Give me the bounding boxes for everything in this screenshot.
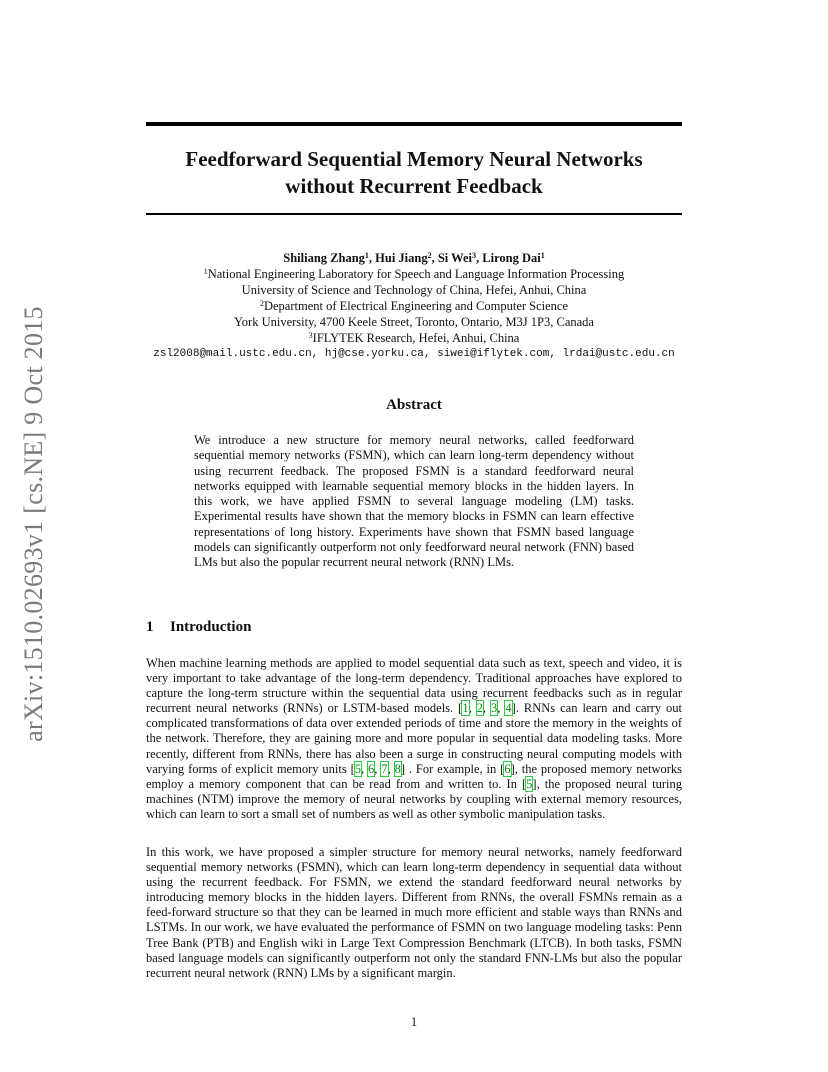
affiliation-3-name: IFLYTEK Research, Hefei, Anhui, China [312, 331, 520, 345]
title-line-2: without Recurrent Feedback [285, 174, 543, 198]
citation-link[interactable]: 5 [526, 776, 533, 791]
author-block [100, 250, 728, 362]
intro-paragraph-1 [146, 656, 682, 822]
author-separator: , [431, 251, 438, 265]
intro-p1-text-b: ]. RNNs can learn and carry out complicated transformations of data over extended periods of time and store the memory in the weights of the network. Therefore, they are gaining more and more popular in sequential data modeling tasks. More recently, different from RNNs, there has also been a surge in constructing neural computing models with varying forms of explicit memory units [ [146, 701, 683, 776]
author-1-affil: 1 [364, 251, 369, 260]
section-1-number: 1 [146, 619, 154, 635]
intro-p1-text-c: ] . For example, in [ [400, 761, 505, 776]
title-bottom-rule [146, 213, 682, 215]
author-3-affil: 3 [472, 251, 477, 260]
citation-link[interactable]: 6 [504, 761, 511, 776]
section-1-title: Introduction [170, 619, 252, 635]
affiliation-1-mark: 1 [203, 267, 208, 276]
citation-link[interactable]: 3 [491, 701, 498, 716]
citation-link[interactable]: 2 [476, 701, 483, 716]
arxiv-side-stamp [14, 296, 54, 752]
arxiv-id-text: arXiv:1510.02693v1 [cs.NE] 9 Oct 2015 [19, 306, 48, 742]
author-2: Hui Jiang [375, 251, 428, 265]
affiliation-2-line-2: York University, 4700 Keele Street, Toronto, Ontario, M3J 1P3, Canada [234, 315, 594, 329]
affiliation-3-mark: 3 [308, 331, 313, 340]
author-separator: , [476, 251, 483, 265]
citation-separator: , [374, 761, 382, 776]
citation-link[interactable]: 5 [354, 761, 361, 776]
citation-link[interactable]: 1 [462, 701, 469, 716]
citation-link[interactable]: 4 [505, 701, 512, 716]
author-4: Lirong Dai [482, 251, 541, 265]
intro-paragraph-2: In this work, we have proposed a simpler structure for memory neural networks, namely feedforward sequential memory networks (FSMN), which can learn long-term dependency in sequential data without using the recurrent feedback. For FSMN, we extend the standard feedforward neural networks by introducing memory blocks in the hidden layers. Different from RNNs, the overall FSMNs remain as a feed-forward structure so that they can be learned in much more efficient and stable ways than RNNs and LSTMs. In our work, we have evaluated the performance of FSMN on two language modeling tasks: Penn Tree Bank (PTB) and English wiki in Large Text Compression Benchmark (LTCB). In both tasks, FSMN based language models can significantly outperform not only the standard FNN-LMs but also the popular recurrent neural network (RNN) LMs by a significant margin. [146, 845, 682, 980]
author-2-affil: 2 [427, 251, 432, 260]
affiliation-1-line-2: University of Science and Technology of China, Hefei, Anhui, China [241, 283, 587, 297]
citation-separator: , [387, 761, 395, 776]
author-names [100, 250, 728, 266]
citation-link[interactable]: 6 [368, 761, 375, 776]
paper-title [146, 146, 682, 200]
title-top-rule [146, 122, 682, 126]
citation-separator: , [482, 701, 492, 716]
author-1: Shiliang Zhang [283, 251, 365, 265]
citation-separator: , [468, 701, 477, 716]
affiliation-3-line-1 [100, 330, 728, 346]
affiliation-1-name: National Engineering Laboratory for Speech and Language Information Processing [207, 267, 625, 281]
affiliation-1-line-1 [100, 266, 728, 282]
author-4-affil: 1 [540, 251, 545, 260]
affiliation-2-line-1 [100, 298, 728, 314]
affiliation-2-name: Department of Electrical Engineering and Computer Science [263, 299, 569, 313]
author-3: Si Wei [437, 251, 473, 265]
citation-link[interactable]: 7 [381, 761, 388, 776]
intro-p1-text-a: When machine learning methods are applied to model sequential data such as text, speech and video, it is very important to take advantage of the long-term dependency. Traditional approaches have explored to capture the long-term structure within the sequential data using recurrent feedbacks such as in regular recurrent neural networks (RNNs) or LSTM-based models. [ [146, 656, 682, 716]
affiliation-2-mark: 2 [259, 299, 264, 308]
abstract-text: We introduce a new structure for memory neural networks, called feedforward sequential memory networks (FSMN), which can learn long-term dependency without using recurrent feedback. The proposed FSMN is a standard feedforward neural networks equipped with learnable sequential memory blocks in the hidden layers. In this work, we have applied FSMN to several language modeling (LM) tasks. Experimental results have shown that the memory blocks in FSMN can learn effective representations of long history. Experiments have shown that FSMN based language models can significantly outperform not only feedforward neural network (FNN) based LMs but also the popular recurrent neural network (RNN) LMs. [194, 433, 634, 570]
intro-p1-text-d: ], the proposed memory networks employ a memory component that can be read from and written to. In [ [146, 761, 683, 791]
section-1-heading [146, 619, 251, 636]
page-number: 1 [410, 1015, 418, 1029]
author-emails: zsl2008@mail.ustc.edu.cn, hj@cse.yorku.ca, siwei@iflytek.com, lrdai@ustc.edu.cn [153, 348, 675, 360]
title-line-1: Feedforward Sequential Memory Neural Networks [185, 147, 643, 171]
citation-link[interactable]: 8 [394, 761, 401, 776]
citation-separator: , [497, 701, 506, 716]
author-separator: , [368, 251, 376, 265]
abstract-heading: Abstract [386, 397, 442, 413]
intro-p1-text-e: ], the proposed neural turing machines (NTM) improve the memory of neural networks by coupling with external memory resources, which can learn to sort a small set of numbers as well as other symbolic manipulation tasks. [146, 776, 682, 821]
citation-separator: , [361, 761, 369, 776]
